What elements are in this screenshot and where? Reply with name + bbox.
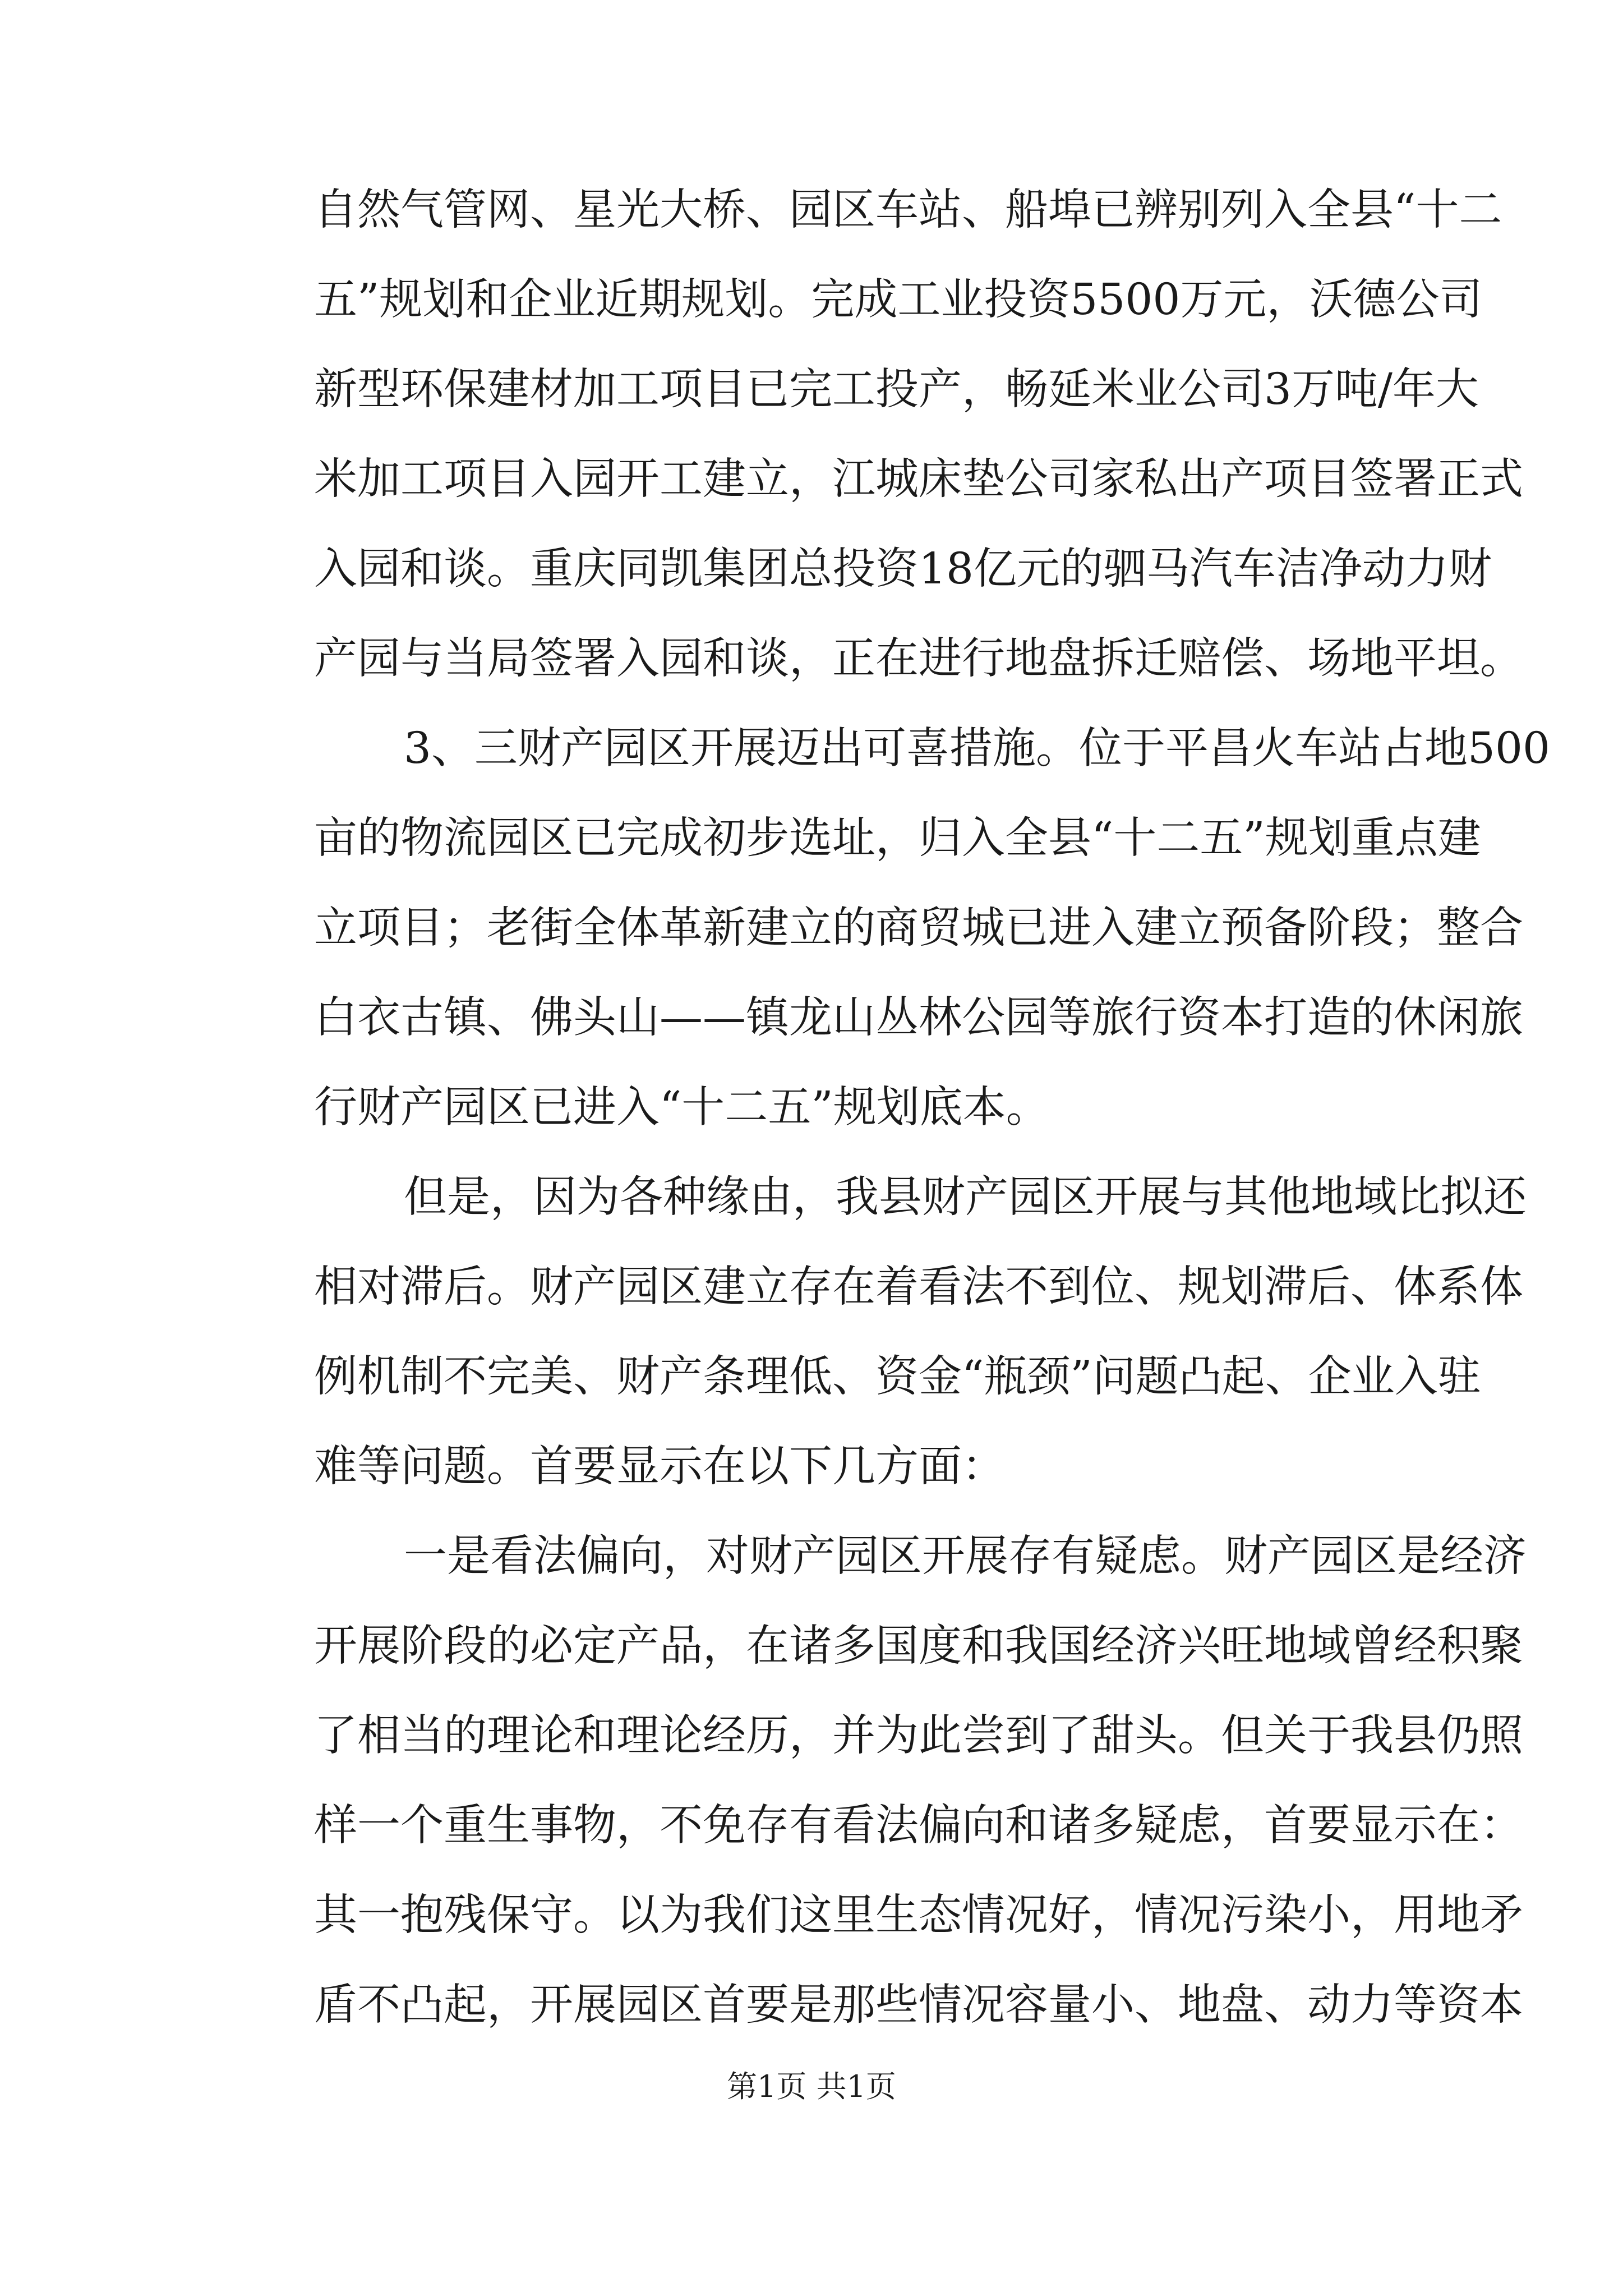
- paragraph-first-line: 一是看法偏向，对财产园区开展存有疑虑。财产园区是经济: [404, 1531, 1527, 1581]
- paragraph-first-line: 但是，因为各种缘由，我县财产园区开展与其他地域比拟还: [404, 1172, 1527, 1222]
- text-line: 开展阶段的必定产品，在诸多国度和我国经济兴旺地域曾经积聚: [314, 1621, 1523, 1671]
- text-line: 相对滞后。财产园区建立存在着看法不到位、规划滞后、体系体: [314, 1262, 1523, 1312]
- text-line: 难等问题。首要显示在以下几方面：: [314, 1442, 1005, 1492]
- page-number-footer: 第1页 共1页: [727, 2069, 896, 2104]
- text-line: 自然气管网、星光大桥、园区车站、船埠已辨别列入全县“十二: [314, 185, 1502, 235]
- text-line: 五”规划和企业近期规划。完成工业投资5500万元，沃德公司: [314, 275, 1483, 325]
- text-line: 白衣古镇、佛头山——镇龙山丛林公园等旅行资本打造的休闲旅: [314, 993, 1523, 1043]
- text-line: 了相当的理论和理论经历，并为此尝到了甜头。但关于我县仍照: [314, 1711, 1523, 1761]
- text-line: 盾不凸起，开展园区首要是那些情况容量小、地盘、动力等资本: [314, 1980, 1523, 2030]
- text-line: 样一个重生事物，不免存有看法偏向和诸多疑虑，首要显示在：: [314, 1801, 1523, 1851]
- text-line: 亩的物流园区已完成初步选址，归入全县“十二五”规划重点建: [314, 813, 1481, 863]
- text-line: 入园和谈。重庆同凯集团总投资18亿元的驷马汽车洁净动力财: [314, 544, 1492, 594]
- text-line: 立项目；老街全体革新建立的商贸城已进入建立预备阶段；整合: [314, 903, 1523, 953]
- text-line: 例机制不完美、财产条理低、资金“瓶颈”问题凸起、企业入驻: [314, 1352, 1481, 1402]
- text-line: 行财产园区已进入“十二五”规划底本。: [314, 1083, 1049, 1133]
- text-line: 其一抱残保守。以为我们这里生态情况好，情况污染小，用地矛: [314, 1890, 1523, 1940]
- text-line: 产园与当局签署入园和谈，正在进行地盘拆迁赔偿、场地平坦。: [314, 634, 1523, 684]
- paragraph-first-line: 3、三财产园区开展迈出可喜措施。位于平昌火车站占地500: [404, 724, 1550, 774]
- text-line: 米加工项目入园开工建立，江城床垫公司家私出产项目签署正式: [314, 454, 1523, 504]
- text-line: 新型环保建材加工项目已完工投产，畅延米业公司3万吨/年大: [314, 365, 1479, 415]
